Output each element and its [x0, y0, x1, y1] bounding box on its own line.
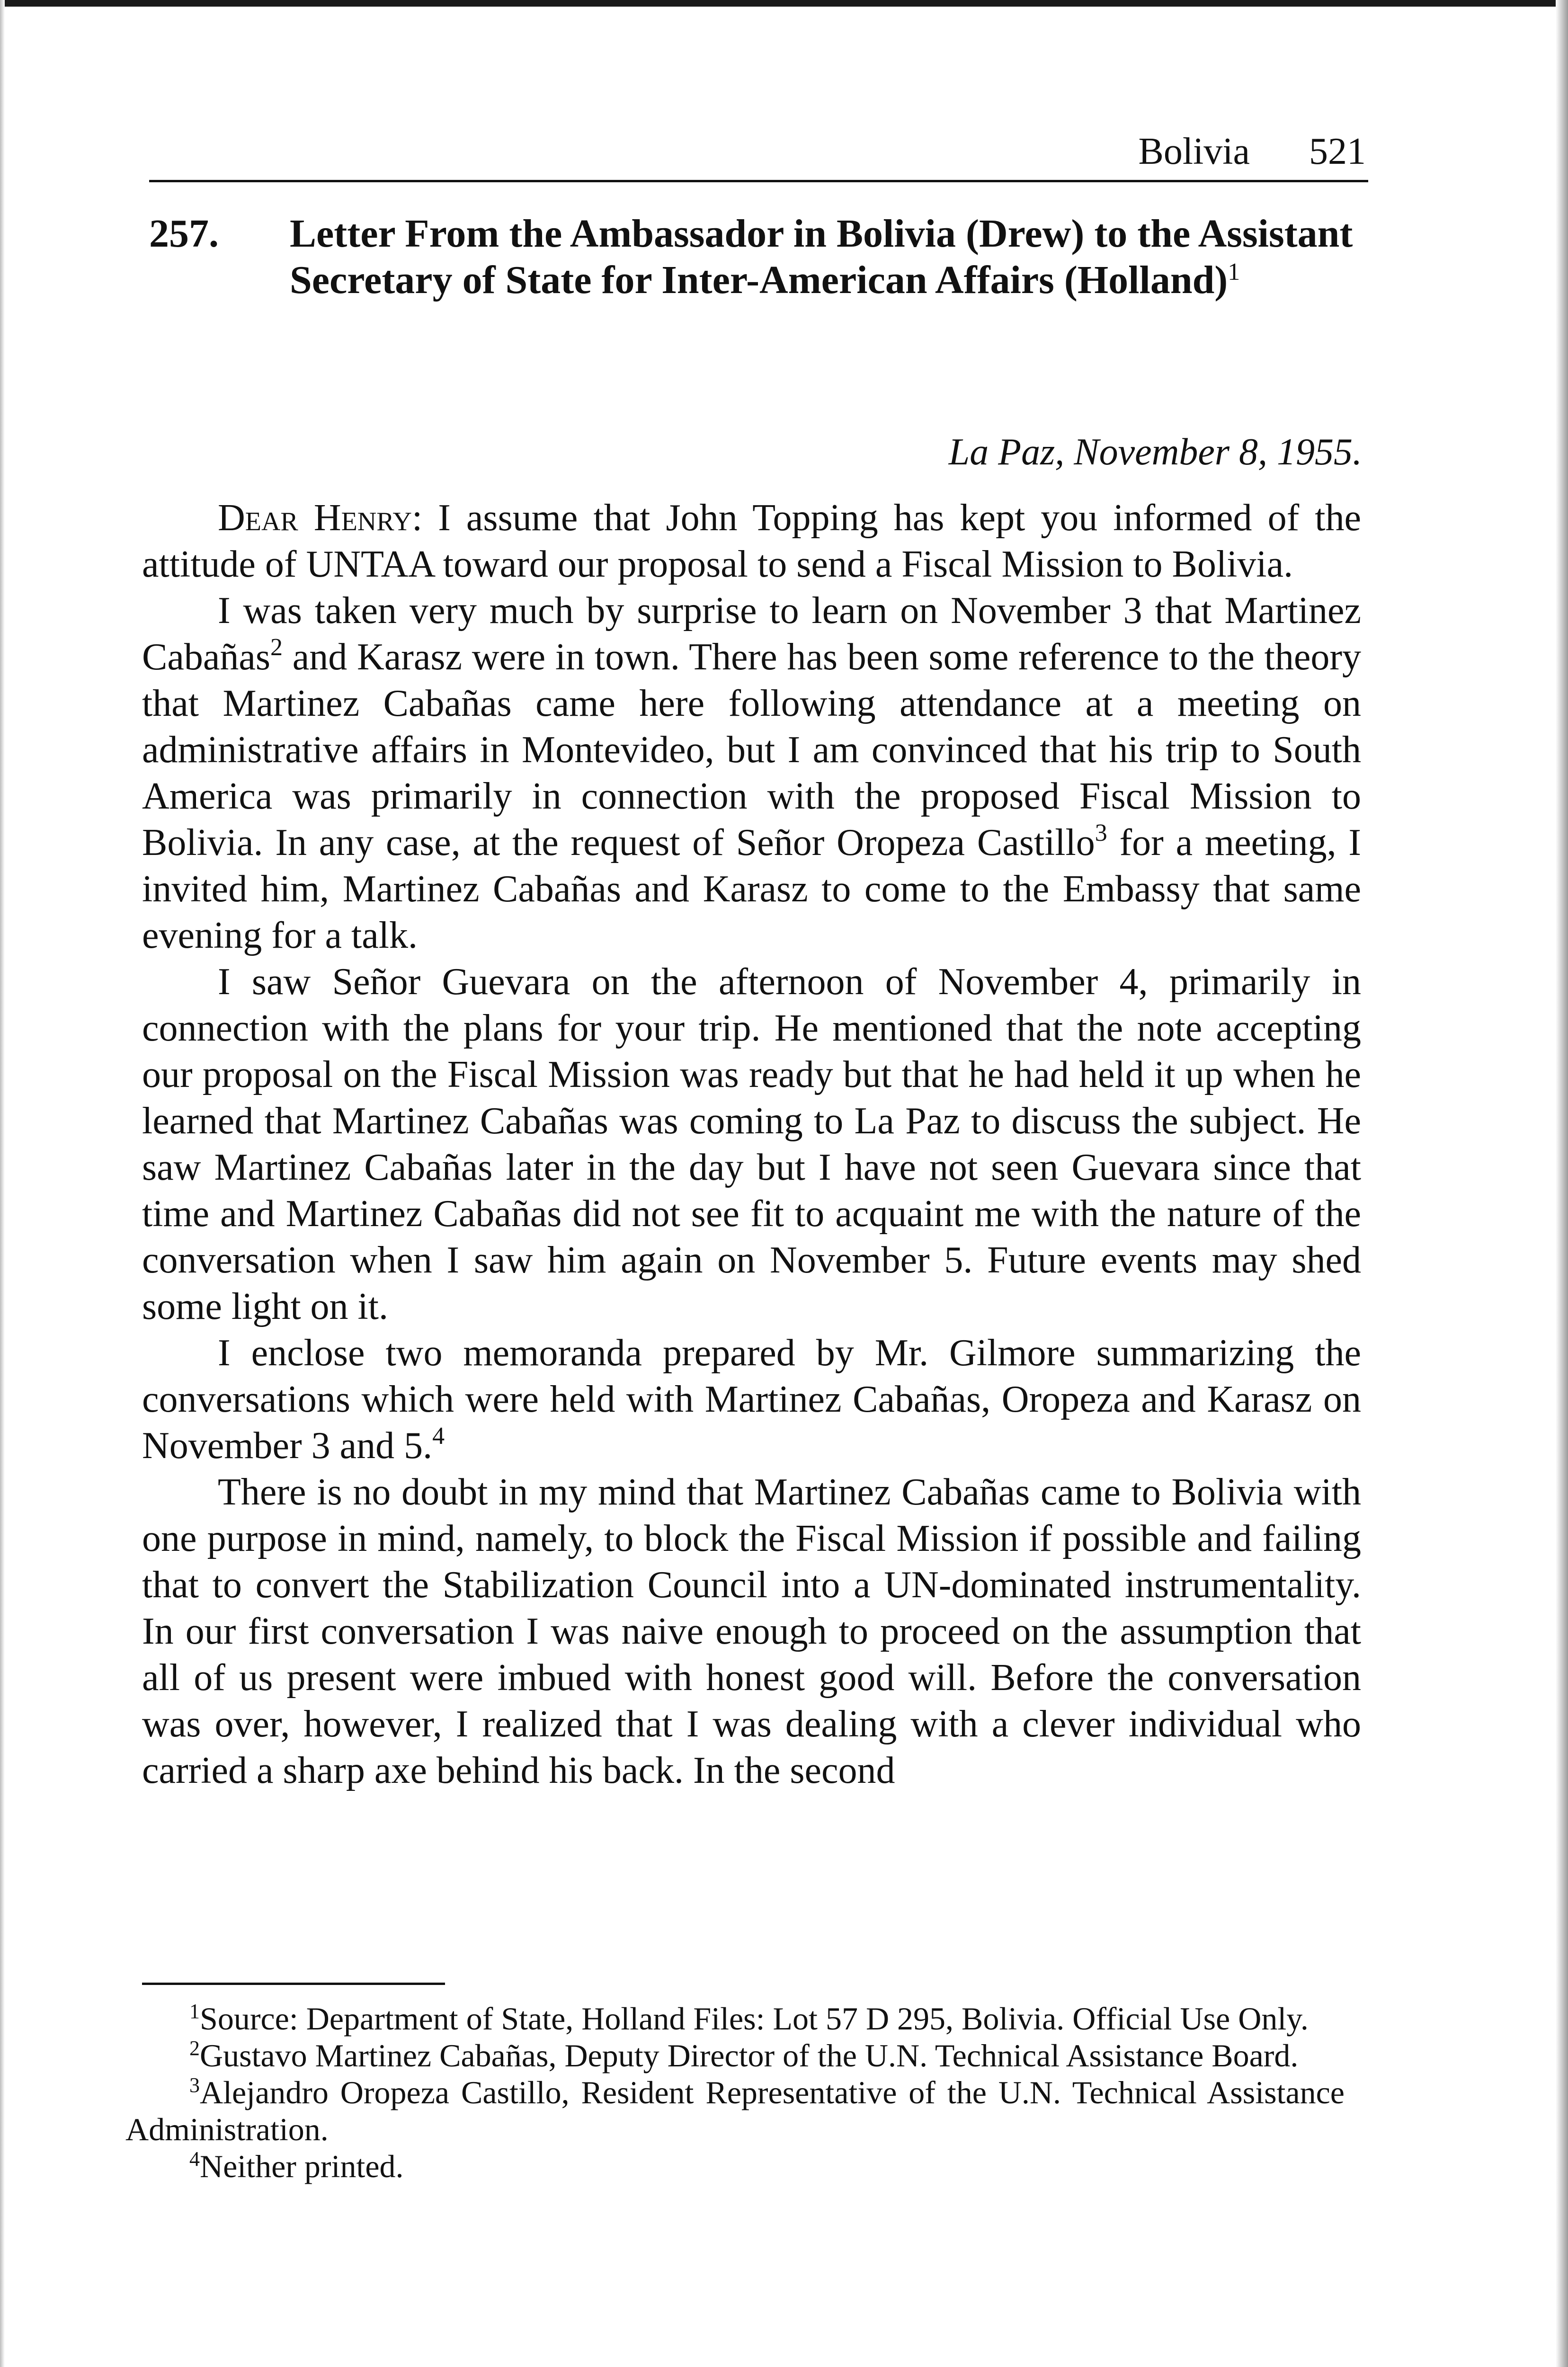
- paragraph-2-text-a: I was taken very much by surprise to learn on November 3 that Martinez Cabañas: [142, 590, 1361, 678]
- footnote-mark-2: 2: [189, 2037, 200, 2060]
- footnote-2: [125, 2037, 1345, 2074]
- dateline: La Paz, November 8, 1955.: [948, 431, 1362, 473]
- footnote-3: [125, 2074, 1345, 2148]
- document-title-text: Letter From the Ambassador in Bolivia (Drew) to the Assistant Secretary of State for Inter-American Affairs (Holland): [290, 212, 1353, 302]
- footnote-ref-2: 2: [270, 634, 283, 661]
- footnote-4-text: Neither printed.: [200, 2148, 404, 2184]
- page-number: 521: [1309, 131, 1366, 172]
- paragraph-4-text: I enclose two memoranda prepared by Mr. Gilmore summarizing the conversations which were held with Martinez Cabañas, Oropeza and Karasz on November 3 and 5.: [142, 1332, 1361, 1467]
- footnote-mark-1: 1: [189, 2000, 200, 2023]
- footnote-ref-3: 3: [1095, 819, 1107, 846]
- paragraph-4: [142, 1330, 1361, 1469]
- paragraph-2-text-c: for a meeting, I invited him, Martinez Cabañas and Karasz to come to the Embassy that same evening for a talk.: [142, 822, 1362, 956]
- document-number: 257.: [149, 212, 219, 256]
- salutation: Dear Henry:: [218, 497, 423, 539]
- scan-top-border: [0, 0, 1568, 7]
- scan-left-edge: [0, 0, 5, 2367]
- footnote-4: [125, 2148, 1345, 2185]
- running-head: [149, 128, 1368, 182]
- scan-right-edge: [1556, 0, 1568, 2367]
- footnote-3-text: Alejandro Oropeza Castillo, Resident Representative of the U.N. Technical Assistance Administration.: [125, 2074, 1345, 2147]
- paragraph-5: There is no doubt in my mind that Martinez Cabañas came to Bolivia with one purpose in mind, namely, to block the Fiscal Mission if possible and failing that to convert the Stabilization Council into a UN-dominated instrumentality. In our first conversation I was naive enough to proceed on the assumption that all of us present were imbued with honest good will. Before the conversation was over, however, I realized that I was dealing with a clever individual who carried a sharp axe behind his back. In the second: [142, 1471, 1361, 1791]
- footnote-2-text: Gustavo Martinez Cabañas, Deputy Director of the U.N. Technical Assistance Board.: [200, 2038, 1299, 2073]
- footnote-1: [125, 2000, 1345, 2037]
- letter-body: [142, 495, 1361, 1794]
- paragraph-1: [142, 495, 1361, 587]
- paragraph-1-text: I assume that John Topping has kept you informed of the attitude of UNTAA toward our proposal to send a Fiscal Mission to Bolivia.: [142, 497, 1362, 585]
- footnote-ref-4: 4: [432, 1423, 445, 1450]
- running-head-section: Bolivia: [1138, 131, 1250, 172]
- footnote-ref-1: 1: [1228, 258, 1240, 285]
- paragraph-2: [142, 587, 1361, 959]
- footnote-mark-3: 3: [189, 2073, 200, 2097]
- document-title: [290, 211, 1369, 303]
- footnote-1-text: Source: Department of State, Holland Files: Lot 57 D 295, Bolivia. Official Use Only.: [200, 2001, 1309, 2037]
- footnotes: [125, 2000, 1345, 2185]
- footnote-mark-4: 4: [189, 2147, 200, 2171]
- footnote-divider: [142, 1983, 445, 1985]
- paragraph-3: I saw Señor Guevara on the afternoon of November 4, primarily in connection with the plans for your trip. He mentioned that the note accepting our proposal on the Fiscal Mission was ready but that he had held it up when he learned that Martinez Cabañas was coming to La Paz to discuss the subject. He saw Martinez Cabañas later in the day but I have not seen Guevara since that time and Martinez Cabañas did not see fit to acquaint me with the nature of the conversation when I saw him again on November 5. Future events may shed some light on it.: [142, 961, 1361, 1327]
- paragraph-2-text-b: and Karasz were in town. There has been some reference to the theory that Martinez Cabañas came here following attendance at a meeting on administrative affairs in Montevideo, but I am convinced that his trip to South America was primarily in connection with the proposed Fiscal Mission to Bolivia. In any case, at the request of Señor Oropeza Castillo: [142, 636, 1361, 863]
